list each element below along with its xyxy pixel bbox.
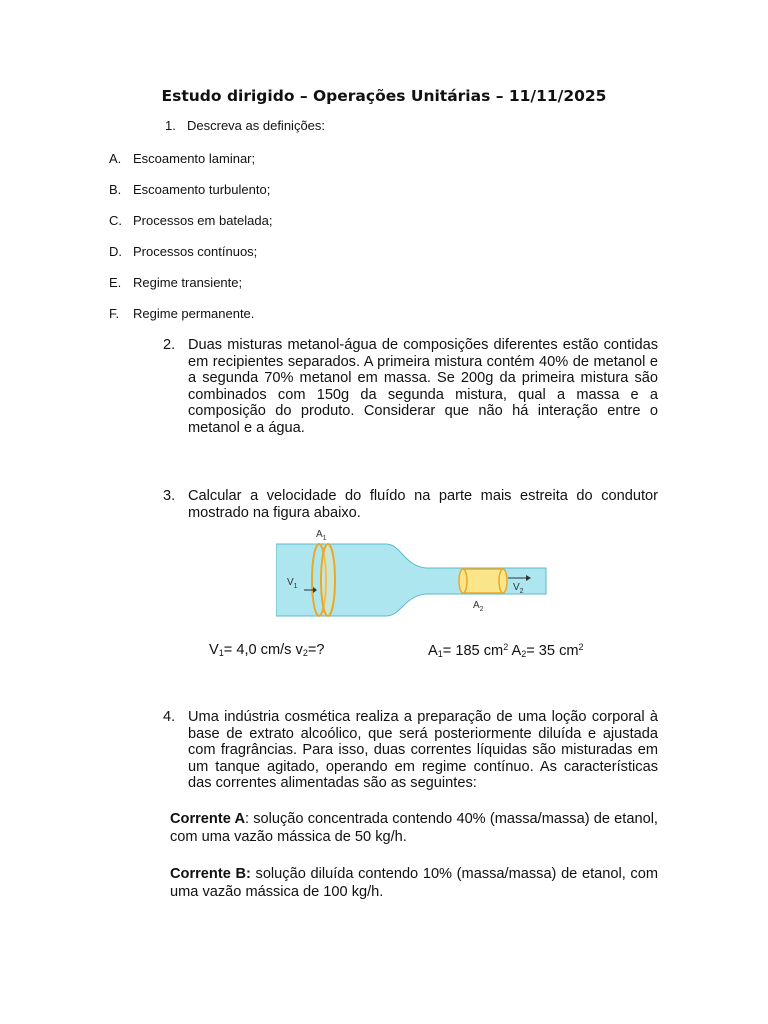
question-3-number: 3. — [163, 488, 176, 504]
list-item — [109, 275, 242, 290]
label-a2: $A_2$ — [473, 600, 484, 613]
list-item — [109, 182, 270, 197]
corrente-b-paragraph — [170, 865, 658, 901]
page-title: Estudo dirigido – Operações Unitárias – 11/11/2025 — [161, 87, 607, 105]
area-a2-band — [463, 569, 503, 593]
question-2-text: Duas misturas metanol-água de composições diferentes estão contidas em recipientes separados. A primeira mistura contém 40% de metanol e a segunda 70% metanol em massa. Se 200g da primeira mistura são combinados com 150g da segunda mistura, qual a massa e a composição do produto. Considerar que não há interação entre o metanol e a água. — [188, 337, 658, 436]
question-1 — [165, 118, 325, 133]
question-2-number: 2. — [163, 337, 176, 353]
area-a2-ring-right — [499, 569, 507, 593]
list-item — [109, 151, 255, 166]
question-4-text: Uma indústria cosmética realiza a preparação de uma loção corporal à base de extrato alcoólico, que será posteriormente diluída e ajustada com fragrâncias. Para isso, duas correntes líquidas são misturadas em um tanque agitado, operando em regime contínuo. As características das correntes alimentadas são as seguintes: — [188, 709, 658, 791]
corrente-b-label: Corrente B: — [170, 866, 251, 882]
corrente-a-paragraph — [170, 810, 658, 846]
item-text: Escoamento turbulento; — [133, 182, 271, 197]
label-a1: $A_1$ — [316, 529, 327, 542]
item-text: Regime permanente. — [133, 306, 255, 321]
corrente-a-text: : solução concentrada contendo 40% (massa/massa) de etanol, com uma vazão mássica de 50 kg/h. — [170, 811, 658, 845]
corrente-a-label: Corrente A — [170, 811, 245, 827]
item-letter: C. — [109, 213, 122, 228]
item-letter: E. — [109, 275, 122, 290]
label-v1: $V_1$ — [287, 577, 298, 590]
item-letter: B. — [109, 182, 122, 197]
item-letter: D. — [109, 244, 122, 259]
label-v2: $V_2$ — [513, 582, 524, 595]
question-4-number: 4. — [163, 709, 176, 725]
list-item — [109, 306, 254, 321]
area-values: $A_1= 185$ $cm^2$ $A_2= 35$ $cm^2$ — [428, 642, 584, 659]
pipe-figure — [276, 520, 552, 620]
list-item — [109, 244, 257, 259]
question-3-text: Calcular a velocidade do fluído na parte mais estreita do condutor mostrado na figura abaixo. — [188, 488, 658, 521]
item-text: Processos em batelada; — [133, 213, 273, 228]
list-item — [109, 213, 272, 228]
question-1-number: 1. — [165, 118, 176, 133]
velocity-values: $V_1= 4,0$ cm/s $v_2=$? — [209, 642, 325, 658]
area-a1-ring-front — [321, 544, 335, 616]
corrente-b-text: solução diluída contendo 10% (massa/massa) de etanol, com uma vazão mássica de 100 kg/h. — [170, 866, 658, 900]
item-text: Escoamento laminar; — [133, 151, 256, 166]
item-letter: A. — [109, 151, 122, 166]
item-text: Regime transiente; — [133, 275, 243, 290]
question-1-text: Descreva as definições: — [187, 118, 326, 133]
area-a2-ring-left — [459, 569, 467, 593]
item-letter: F. — [109, 306, 120, 321]
item-text: Processos contínuos; — [133, 244, 258, 259]
